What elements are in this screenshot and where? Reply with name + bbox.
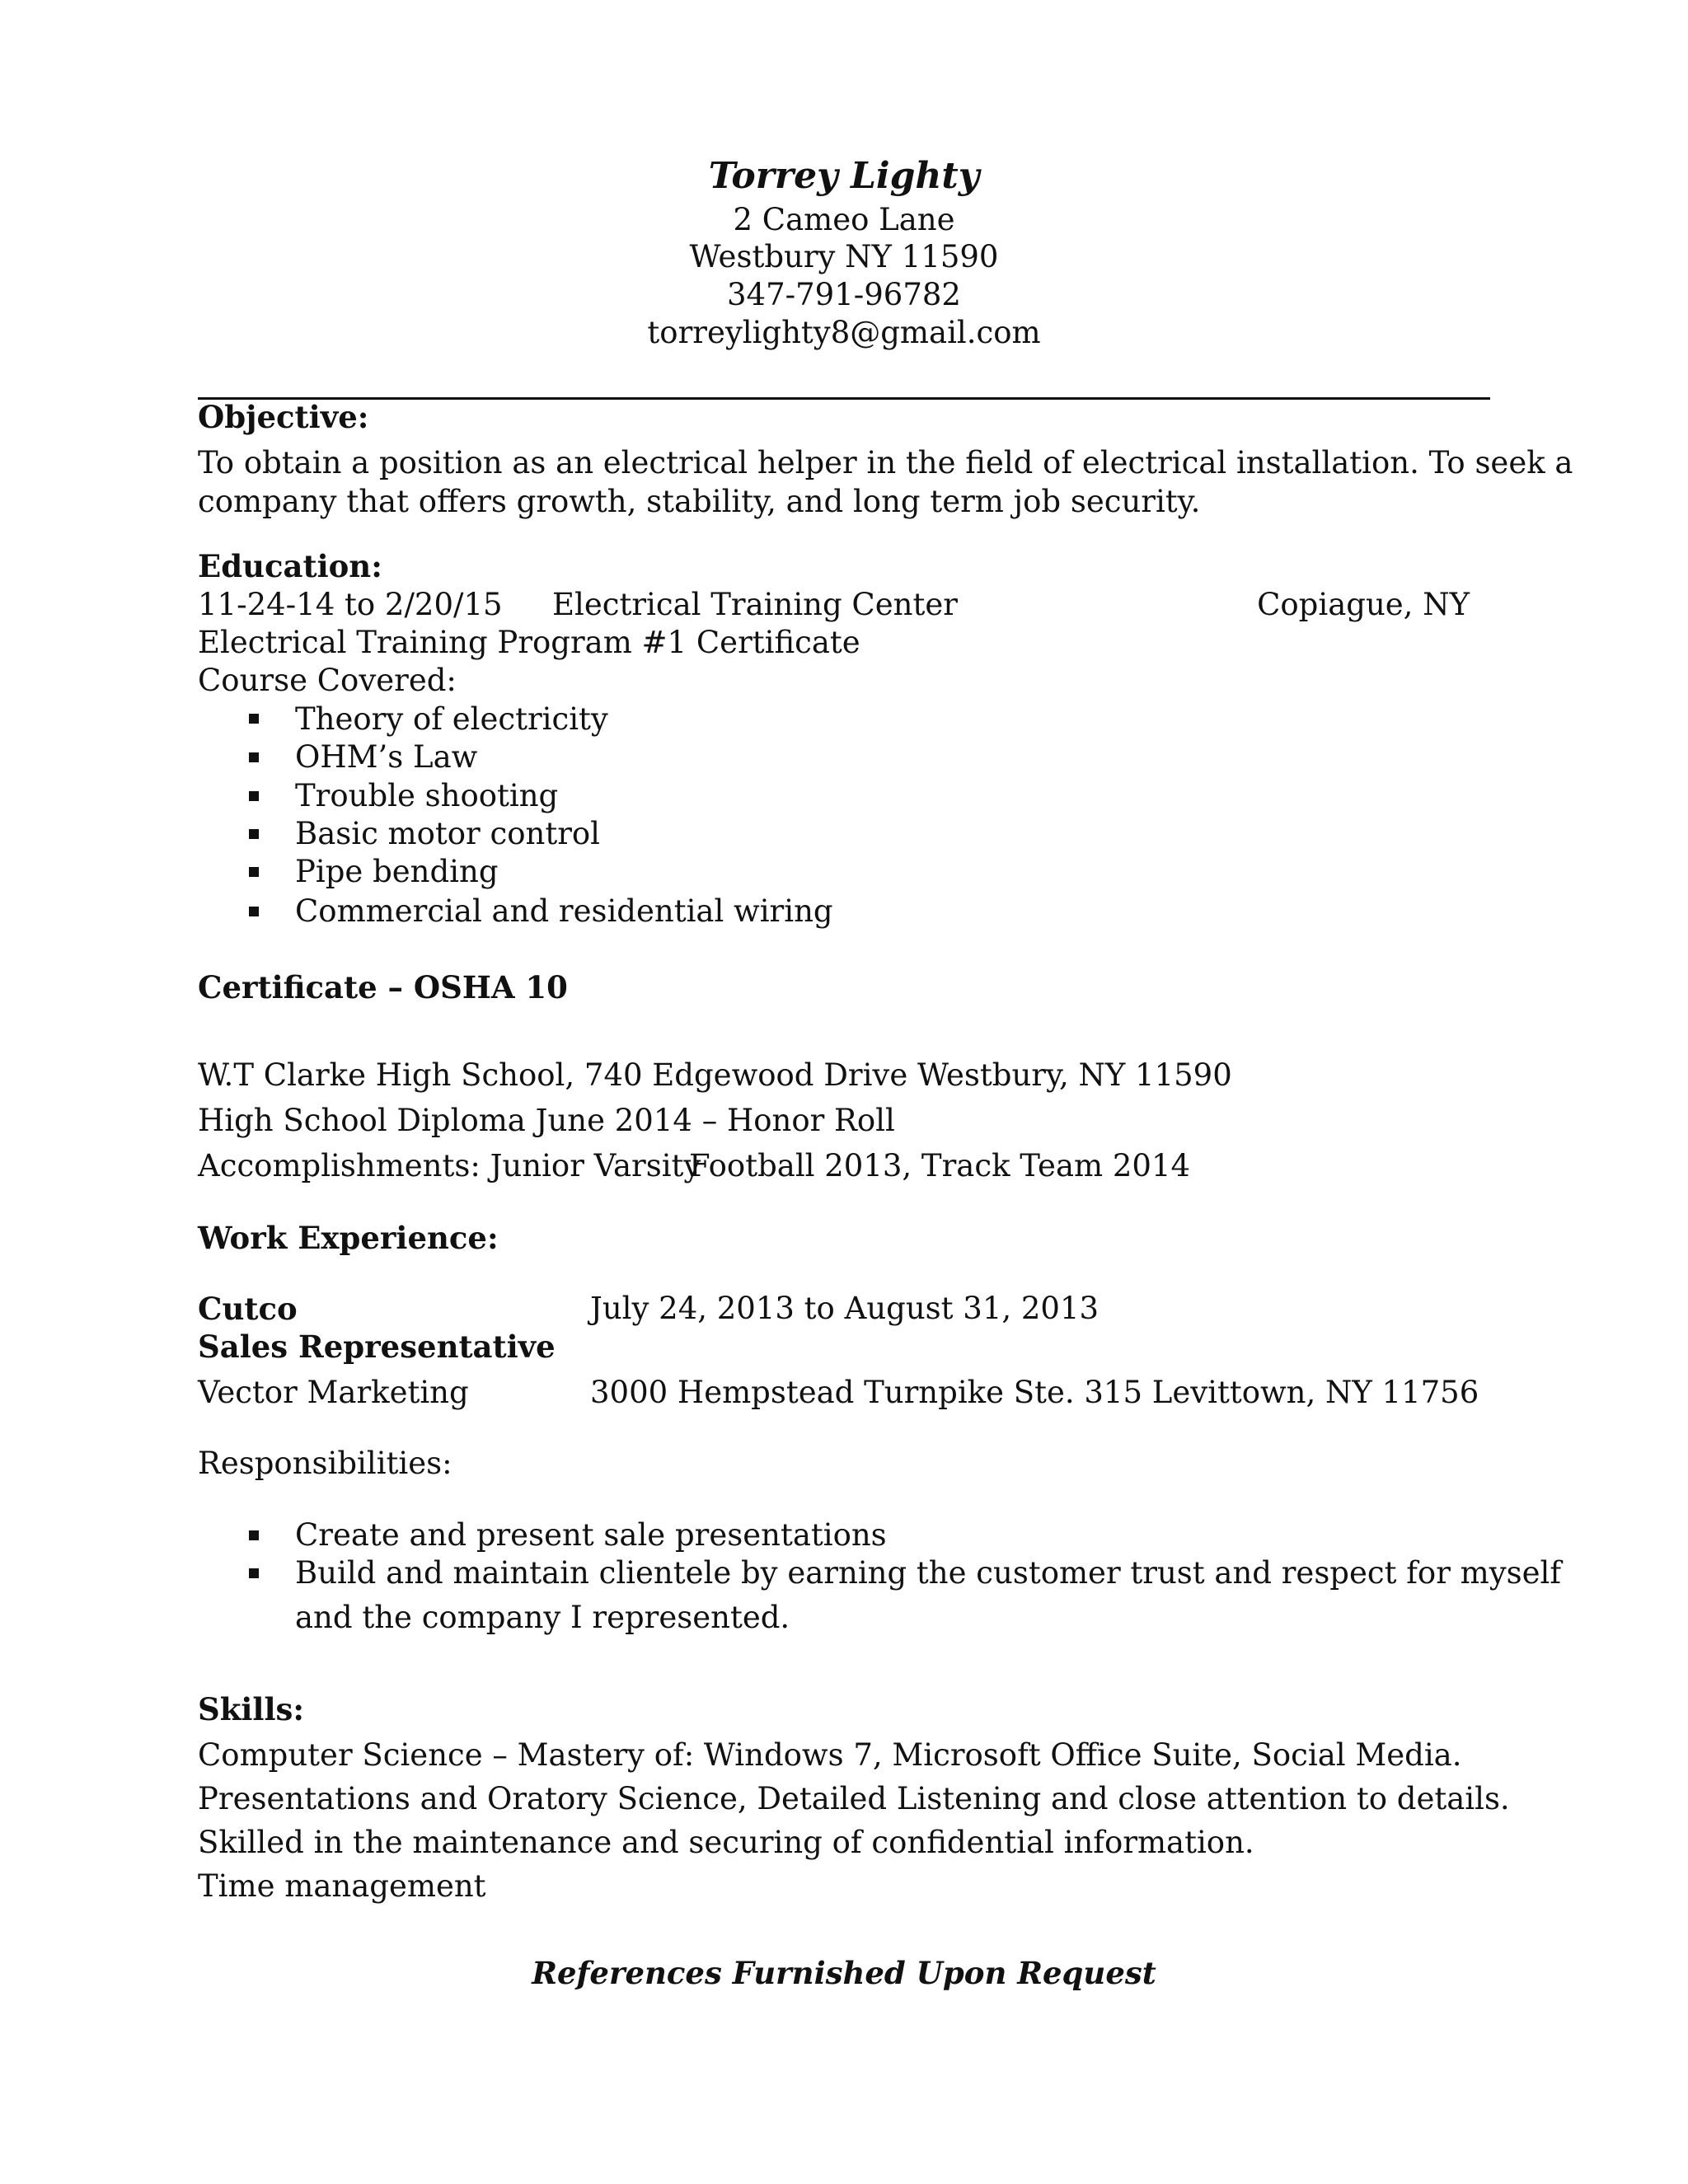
work-employer: Vector Marketing [198,1375,469,1410]
course-item: Pipe bending [295,854,499,889]
address-line-2: Westbury NY 11590 [689,239,999,274]
applicant-name: Torrey Lighty [708,155,980,197]
course-item: OHM’s Law [295,739,478,775]
education-program: Electrical Training Program #1 Certificate [198,625,860,660]
work-dates: July 24, 2013 to August 31, 2013 [590,1291,1100,1326]
certificate-osha: Certificate – OSHA 10 [198,969,568,1005]
header-divider [198,397,1490,400]
bullet-icon [249,1530,259,1540]
responsibility-item: Build and maintain clientele by earning the customer trust and respect for myself [295,1555,1562,1591]
skills-heading: Skills: [198,1691,305,1727]
work-company: Cutco [198,1291,298,1327]
course-item: Theory of electricity [295,701,608,737]
bullet-icon [249,752,259,762]
courses-label: Course Covered: [198,663,457,698]
education-school: Electrical Training Center [552,587,958,622]
responsibility-item: Create and present sale presentations [295,1517,887,1553]
high-school: W.T Clarke High School, 740 Edgewood Drive Westbury, NY 11590 [198,1057,1232,1093]
course-item: Trouble shooting [295,778,559,813]
objective-line-1: To obtain a position as an electrical helper in the field of electrical installation. To seek a [198,445,1573,480]
education-heading: Education: [198,548,382,584]
education-dates: 11-24-14 to 2/20/15 [198,587,503,622]
work-title: Sales Representative [198,1329,556,1365]
skill-line: Skilled in the maintenance and securing of confidential information. [198,1825,1254,1860]
skill-line: Time management [198,1868,486,1904]
responsibilities-label: Responsibilities: [198,1446,452,1481]
objective-line-2: company that offers growth, stability, and long term job security. [198,484,1201,519]
course-item: Commercial and residential wiring [295,893,833,929]
responsibility-item-continued: and the company I represented. [295,1600,790,1635]
accomplishments-value: Football 2013, Track Team 2014 [689,1148,1191,1183]
skill-line: Computer Science – Mastery of: Windows 7, Microsoft Office Suite, Social Media. [198,1737,1462,1773]
bullet-icon [249,1568,259,1578]
course-item: Basic motor control [295,816,600,851]
address-line-1: 2 Cameo Lane [733,202,955,237]
email-address: torreylighty8@gmail.com [647,315,1041,350]
education-location: Copiague, NY [1257,587,1470,622]
objective-heading: Objective: [198,399,369,435]
references-note: References Furnished Upon Request [532,1955,1156,1991]
bullet-icon [249,714,259,724]
skill-line: Presentations and Oratory Science, Detailed Listening and close attention to details. [198,1781,1510,1816]
work-heading: Work Experience: [198,1220,499,1256]
work-address: 3000 Hempstead Turnpike Ste. 315 Levittown, NY 11756 [590,1375,1479,1410]
bullet-icon [249,829,259,839]
phone-number: 347-791-96782 [727,277,961,312]
bullet-icon [249,867,259,877]
accomplishments-label: Accomplishments: Junior Varsity [198,1148,701,1183]
diploma: High School Diploma June 2014 – Honor Roll [198,1103,895,1138]
bullet-icon [249,791,259,801]
bullet-icon [249,907,259,916]
